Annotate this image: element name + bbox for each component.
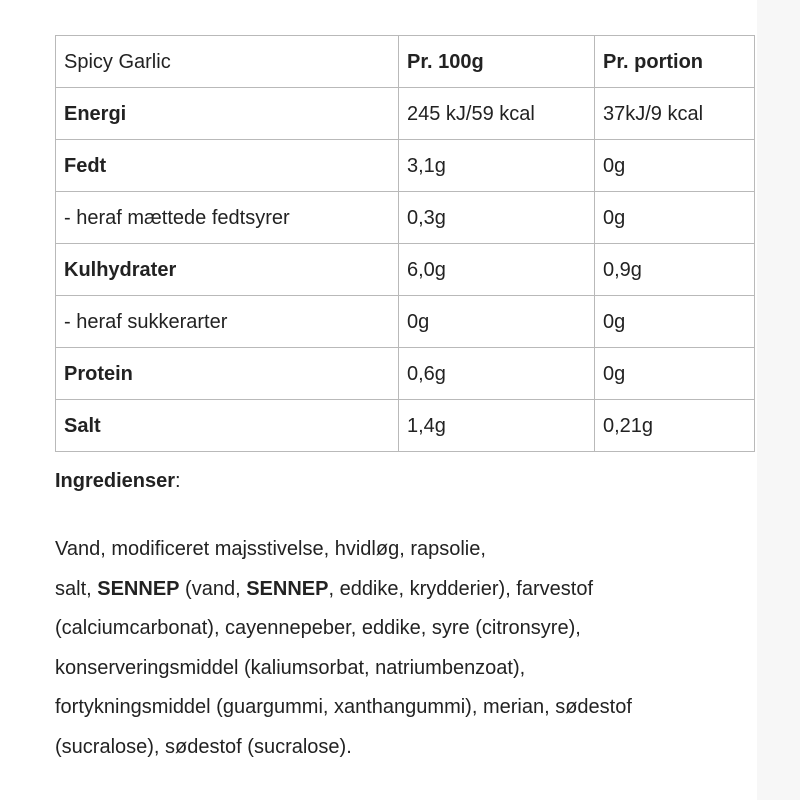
value-per-100g: 3,1g [399, 140, 595, 192]
value-per-100g: 6,0g [399, 244, 595, 296]
value-per-100g: 0,3g [399, 192, 595, 244]
page-edge-strip [757, 0, 800, 800]
value-per-portion: 37kJ/9 kcal [595, 88, 755, 140]
table-row [56, 244, 755, 296]
nutrient-label: Energi [56, 88, 399, 140]
nutrient-label: Protein [56, 348, 399, 400]
ingredients-line-6: (sucralose), sødestof (sucralose). [55, 735, 352, 758]
value-per-100g: 0,6g [399, 348, 595, 400]
value-per-100g: 0g [399, 296, 595, 348]
ingredients-line-2 [55, 570, 745, 610]
ingredients-line-3: (calciumcarbonat), cayennepeber, eddike, syre (citronsyre), [55, 617, 581, 639]
value-per-portion: 0,21g [595, 400, 755, 452]
ingredients-line-5: fortykningsmiddel (guargummi, xanthangummi), merian, sødestof [55, 696, 632, 718]
ingredients-text [55, 530, 745, 767]
nutrition-table [55, 35, 755, 452]
nutrient-label: - heraf mættede fedtsyrer [56, 192, 399, 244]
value-per-100g: 245 kJ/59 kcal [399, 88, 595, 140]
per-100g-header: Pr. 100g [399, 36, 595, 88]
nutrient-label: Fedt [56, 140, 399, 192]
value-per-portion: 0g [595, 296, 755, 348]
table-row [56, 296, 755, 348]
allergen-mustard: SENNEP [97, 577, 180, 600]
ingredients-heading-colon: : [175, 470, 181, 492]
allergen-mustard: SENNEP [246, 577, 329, 600]
table-row [56, 348, 755, 400]
ingredients-line-4: konserveringsmiddel (kaliumsorbat, natriumbenzoat), [55, 656, 526, 679]
ingredients-heading [55, 468, 181, 494]
product-name-cell: Spicy Garlic [56, 36, 399, 88]
nutrient-label: Kulhydrater [56, 244, 399, 296]
ingredients-text-segment: , eddike, krydderier), farvestof [328, 577, 594, 600]
table-row [56, 88, 755, 140]
value-per-portion: 0g [595, 348, 755, 400]
ingredients-text-segment: (vand, [179, 577, 247, 600]
nutrient-label: - heraf sukkerarter [56, 296, 399, 348]
table-header-row [56, 36, 755, 88]
value-per-portion: 0g [595, 140, 755, 192]
ingredients-text-segment: salt, [55, 577, 98, 600]
ingredients-heading-label: Ingredienser [55, 470, 176, 492]
value-per-portion: 0g [595, 192, 755, 244]
table-row [56, 400, 755, 452]
per-portion-header: Pr. portion [595, 36, 755, 88]
value-per-portion: 0,9g [595, 244, 755, 296]
table-row [56, 140, 755, 192]
value-per-100g: 1,4g [399, 400, 595, 452]
nutrient-label: Salt [56, 400, 399, 452]
table-row [56, 192, 755, 244]
ingredients-line-1: Vand, modificeret majsstivelse, hvidløg, rapsolie, [55, 538, 486, 560]
